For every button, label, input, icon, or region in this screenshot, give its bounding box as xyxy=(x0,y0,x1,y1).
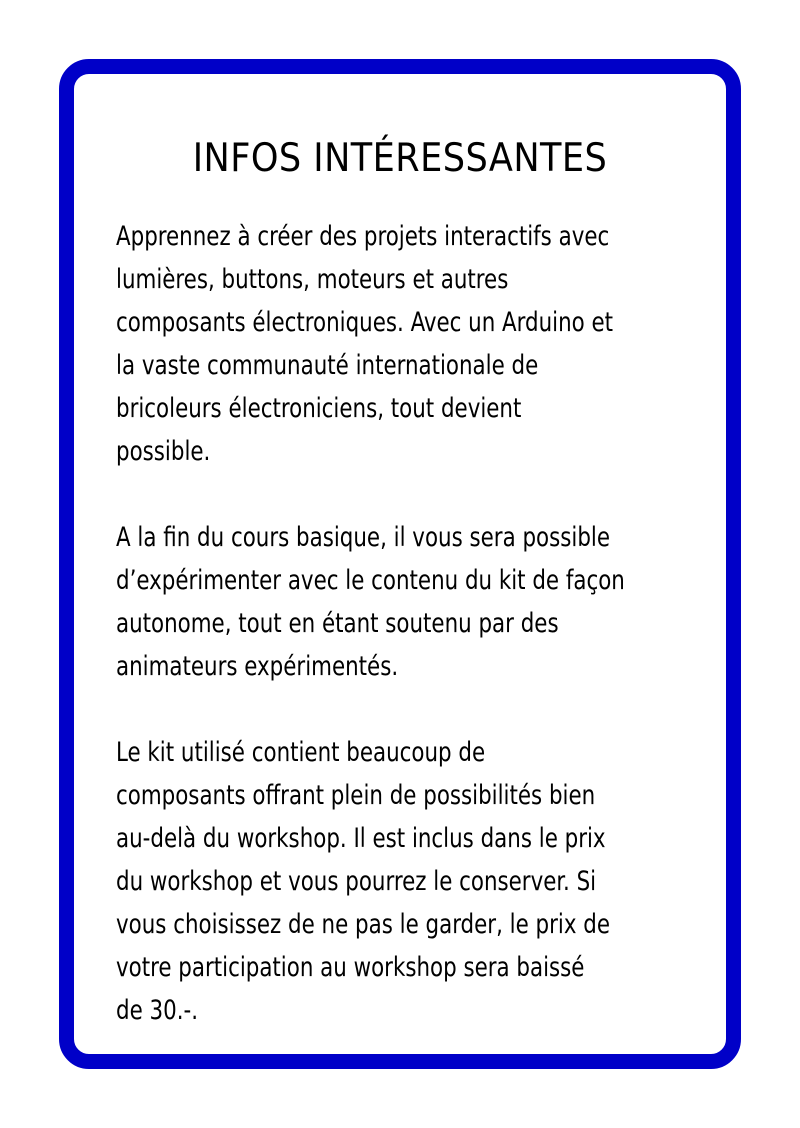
info-card xyxy=(59,59,741,1069)
card-body xyxy=(116,215,716,1032)
paragraph-kit: Le kit utilisé contient beaucoup de composants offrant plein de possibilités bien au-delà du workshop. Il est inclus dans le prix du workshop et vous pourrez le conserver. Si vous choisissez de ne pas le garder, le prix de votre participation au workshop sera baissé de 30.-. xyxy=(116,737,610,1026)
card-title: INFOS INTÉRESSANTES xyxy=(192,136,608,181)
paragraph-course: A la fin du cours basique, il vous sera possible d’expérimenter avec le contenu du kit de façon autonome, tout en étant soutenu par des animateurs expérimentés. xyxy=(116,522,625,682)
paragraph-intro: Apprennez à créer des projets interactifs avec lumières, buttons, moteurs et autres composants électroniques. Avec un Arduino et la vaste communauté internationale de bricoleurs électroniciens, tout devient possible. xyxy=(116,221,614,467)
